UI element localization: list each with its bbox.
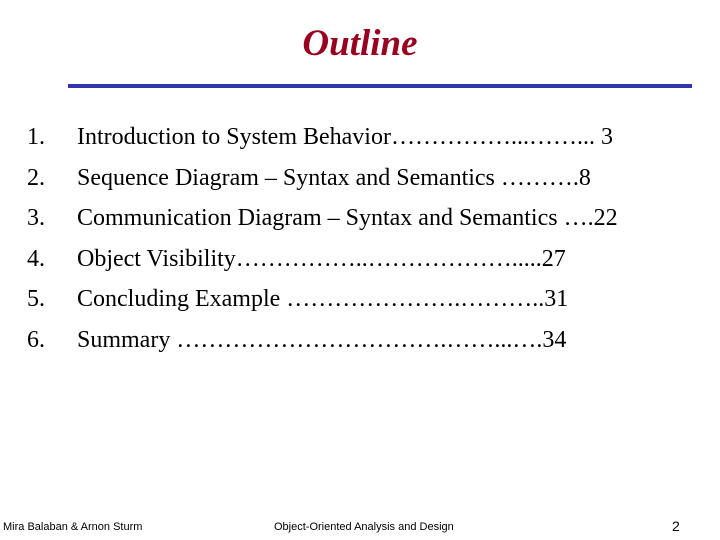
outline-item-text: Communication Diagram – Syntax and Semantics ….22 [77,205,618,231]
title-divider [68,84,692,88]
outline-item-text: Introduction to System Behavior……………...……... 3 [77,124,613,150]
outline-item-number: 5. [27,286,45,312]
footer-authors: Mira Balaban & Arnon Sturm [3,521,143,533]
page-number: 2 [672,518,680,534]
outline-item-text: Summary …………………………….……...….34 [77,326,567,353]
outline-item-number: 4. [27,245,45,272]
outline-item-2 [27,158,697,199]
slide-title: Outline [302,23,418,64]
outline-item-number: 2. [27,164,45,191]
footer-course: Object-Oriented Analysis and Design [274,521,454,533]
outline-list [27,117,697,360]
outline-item-5 [27,279,697,320]
outline-item-number: 6. [27,326,45,353]
outline-item-6 [27,320,697,361]
outline-item-text: Concluding Example ………………….………..31 [77,286,569,312]
outline-item-text: Object Visibility……………..……………….....27 [77,245,566,272]
outline-item-number: 3. [27,205,45,231]
outline-item-text: Sequence Diagram – Syntax and Semantics ……….8 [77,164,591,191]
outline-item-3 [27,198,697,239]
outline-item-number: 1. [27,124,45,150]
outline-item-4 [27,239,697,280]
outline-item-1 [27,117,697,158]
